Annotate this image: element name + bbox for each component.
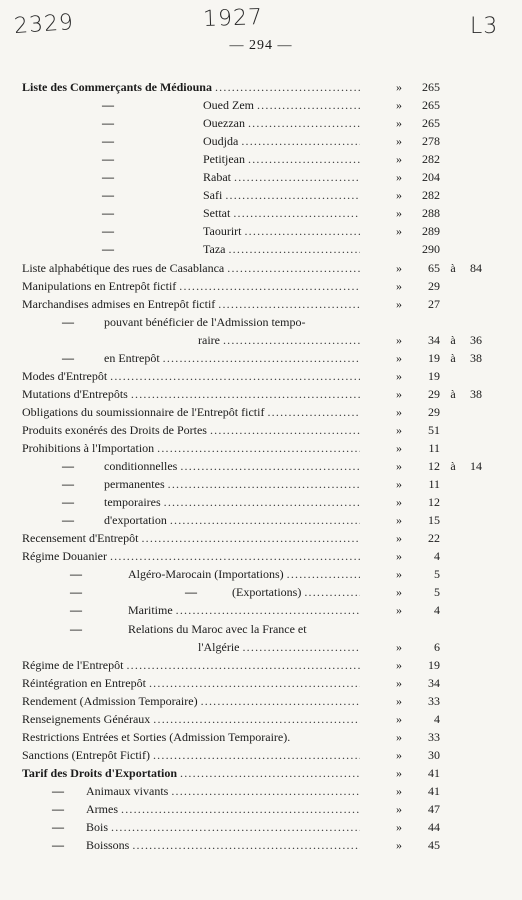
index-entry: [0, 385, 522, 403]
entry-label: Rabat: [203, 170, 231, 185]
index-entry: [0, 403, 522, 421]
entry-label: Animaux vivants: [86, 783, 169, 798]
ditto-mark: »: [396, 549, 402, 564]
page-ref: 44: [428, 820, 440, 835]
ditto-mark: »: [396, 206, 402, 221]
entry-label: Relations du Maroc avec la France et: [128, 621, 307, 636]
page-ref: 5: [434, 567, 440, 582]
ditto-mark: »: [396, 224, 402, 239]
dash-mark: —: [62, 495, 74, 510]
ditto-mark: »: [396, 170, 402, 185]
dot-leader: [149, 674, 360, 692]
ditto-mark: »: [396, 134, 402, 149]
dot-leader: [157, 439, 360, 457]
page-ref: 19: [428, 350, 440, 365]
entry-label: Tarif des Droits d'Exportation: [22, 765, 178, 780]
page-ref: 289: [422, 224, 440, 239]
page-ref: 27: [428, 296, 440, 311]
ditto-mark: »: [396, 765, 402, 780]
entry-label: raire: [198, 332, 220, 347]
index-entry: [0, 277, 522, 295]
ditto-mark: »: [396, 820, 402, 835]
ditto-mark: »: [396, 495, 402, 510]
dot-leader: [170, 511, 360, 529]
page-ref: 65: [428, 260, 440, 275]
page-ref: 22: [428, 531, 440, 546]
dash-mark: —: [102, 98, 114, 113]
ditto-mark: »: [396, 477, 402, 492]
page-ref: 19: [428, 657, 440, 672]
dot-leader: [126, 656, 360, 674]
dot-leader: [215, 78, 360, 96]
dash-mark: —: [62, 477, 74, 492]
page-ref: 265: [422, 116, 440, 131]
dot-leader: [304, 583, 360, 601]
page-ref: 265: [422, 80, 440, 94]
entry-label: Liste alphabétique des rues de Casablanca: [22, 260, 225, 275]
ditto-mark: »: [396, 802, 402, 816]
entry-label: Recensement d'Entrepôt: [22, 531, 139, 546]
index-entry: [0, 132, 522, 150]
handwritten-year: 1927: [202, 4, 264, 33]
page-ref-end: 38: [470, 386, 482, 401]
ditto-mark: »: [396, 368, 402, 383]
ditto-mark: »: [396, 260, 402, 275]
dash-mark: —: [62, 350, 74, 365]
page-ref: 11: [428, 477, 440, 492]
page-ref-end: 84: [470, 260, 482, 275]
dot-leader: [121, 800, 360, 818]
index-entry: [0, 78, 522, 96]
dash-mark: —: [62, 513, 74, 528]
index-entry: [0, 620, 522, 638]
ditto-mark: »: [396, 80, 402, 94]
index-entry: [0, 114, 522, 132]
dot-leader: [153, 746, 360, 764]
dot-leader: [248, 150, 360, 168]
index-entry: [0, 421, 522, 439]
entry-label: Armes: [86, 802, 118, 816]
entry-label: Régime de l'Entrepôt: [22, 657, 124, 672]
entry-label: Bois: [86, 820, 109, 835]
entry-label: temporaires: [104, 495, 161, 510]
page-ref: 4: [434, 603, 440, 618]
entry-label: Ouezzan: [203, 116, 245, 131]
dot-leader: [110, 547, 360, 565]
entry-label: conditionnelles: [104, 459, 178, 474]
page-ref: 11: [428, 441, 440, 455]
ditto-mark: »: [396, 838, 402, 853]
dot-leader: [171, 782, 360, 800]
page-ref: 41: [428, 783, 440, 798]
entry-label: Oudjda: [203, 134, 239, 149]
dash-mark: —: [102, 206, 114, 221]
page-ref: 41: [428, 765, 440, 780]
ditto-mark: »: [396, 296, 402, 311]
page-ref: 33: [428, 729, 440, 744]
page-ref: 4: [434, 711, 440, 726]
range-word: à: [450, 459, 456, 474]
ditto-mark: »: [396, 441, 402, 455]
ditto-mark: »: [396, 711, 402, 726]
page-ref: 282: [422, 152, 440, 167]
entry-label: Maritime: [128, 603, 173, 618]
dot-leader: [227, 259, 360, 277]
page-number: — 294 —: [229, 38, 293, 53]
ditto-mark: »: [396, 783, 402, 798]
page-ref: 33: [428, 693, 440, 708]
index-entry: [0, 638, 522, 656]
index-entry: [0, 583, 522, 601]
dot-leader: [225, 186, 360, 204]
index-entry: [0, 259, 522, 277]
index-entry: [0, 240, 522, 258]
page-ref: 278: [422, 134, 440, 149]
index-entry: [0, 295, 522, 313]
ditto-mark: »: [396, 531, 402, 546]
entry-label: pouvant bénéficier de l'Admission tempo-: [104, 314, 306, 329]
dot-leader: [201, 692, 360, 710]
entry-label: Algéro-Marocain (Importations): [128, 567, 284, 582]
index-entry: [0, 692, 522, 710]
dash-mark: —: [102, 242, 114, 257]
entry-label: Rendement (Admission Temporaire): [22, 693, 198, 708]
index-entry: [0, 529, 522, 547]
page-ref: 5: [434, 585, 440, 600]
dash-mark: —: [102, 116, 114, 131]
entry-label: Restrictions Entrées et Sorties (Admission Temporaire).: [22, 729, 291, 744]
dash-mark: —: [52, 820, 64, 835]
dash-mark: —: [185, 585, 197, 600]
index-entry: [0, 493, 522, 511]
range-word: à: [450, 260, 456, 275]
page-ref: 4: [434, 549, 440, 564]
ditto-mark: »: [396, 116, 402, 131]
index-entry: [0, 818, 522, 836]
index-entry: [0, 547, 522, 565]
handwritten-note-left: 2329: [13, 9, 75, 40]
ditto-mark: »: [396, 675, 402, 690]
dot-leader: [248, 114, 360, 132]
page-ref: 265: [422, 98, 440, 113]
index-entry: [0, 168, 522, 186]
dot-leader: [242, 638, 360, 656]
dot-leader: [168, 475, 360, 493]
entry-label: Prohibitions à l'Importation: [22, 441, 155, 455]
entry-label: Petitjean: [203, 152, 245, 167]
dot-leader: [241, 132, 360, 150]
entry-label: permanentes: [104, 477, 165, 492]
entry-label: Taourirt: [203, 224, 242, 239]
index-entry: [0, 782, 522, 800]
index-entry: [0, 457, 522, 475]
dash-mark: —: [52, 802, 64, 816]
dash-mark: —: [52, 783, 64, 798]
dot-leader: [179, 277, 360, 295]
entry-label: Réintégration en Entrepôt: [22, 675, 146, 690]
entry-label: Settat: [203, 206, 231, 221]
dash-mark: —: [102, 170, 114, 185]
dot-leader: [210, 421, 360, 439]
entry-label: Régime Douanier: [22, 549, 107, 564]
index-entry: [0, 367, 522, 385]
dash-mark: —: [70, 603, 82, 618]
entry-label: Oued Zem: [203, 98, 254, 113]
entry-label: Produits exonérés des Droits de Portes: [22, 422, 207, 437]
entry-label: Manipulations en Entrepôt fictif: [22, 278, 177, 293]
dash-mark: —: [70, 567, 82, 582]
dot-leader: [257, 96, 360, 114]
page-ref: 15: [428, 513, 440, 528]
page-ref: 34: [428, 332, 440, 347]
dot-leader: [233, 204, 360, 222]
index-entry: [0, 710, 522, 728]
ditto-mark: »: [396, 152, 402, 167]
dot-leader: [131, 385, 360, 403]
index-entry: [0, 601, 522, 619]
dot-leader: [287, 565, 360, 583]
index-entry: [0, 800, 522, 818]
page-ref: 6: [434, 639, 440, 654]
page-ref: 12: [428, 495, 440, 510]
dash-mark: —: [52, 838, 64, 853]
ditto-mark: »: [396, 98, 402, 113]
dot-leader: [176, 601, 360, 619]
index-entry: [0, 204, 522, 222]
index-entry: [0, 331, 522, 349]
page-ref: 288: [422, 206, 440, 221]
dot-leader: [267, 403, 360, 421]
dash-mark: —: [62, 314, 74, 329]
range-word: à: [450, 350, 456, 365]
ditto-mark: »: [396, 657, 402, 672]
ditto-mark: »: [396, 639, 402, 654]
ditto-mark: »: [396, 603, 402, 618]
ditto-mark: »: [396, 693, 402, 708]
ditto-mark: »: [396, 350, 402, 365]
index-entry: [0, 656, 522, 674]
entry-label: Marchandises admises en Entrepôt fictif: [22, 296, 216, 311]
dash-mark: —: [102, 188, 114, 203]
dash-mark: —: [102, 224, 114, 239]
index-entry: [0, 565, 522, 583]
ditto-mark: »: [396, 404, 402, 419]
index-entry: [0, 222, 522, 240]
ditto-mark: »: [396, 278, 402, 293]
entry-label: l'Algérie: [198, 639, 240, 654]
dash-mark: —: [102, 134, 114, 149]
index-entry: [0, 96, 522, 114]
dash-mark: —: [102, 152, 114, 167]
page-ref: 29: [428, 278, 440, 293]
page-ref: 12: [428, 459, 440, 474]
index-entry: [0, 150, 522, 168]
entry-label: Liste des Commerçants de Médiouna: [22, 80, 212, 94]
page-ref: 29: [428, 386, 440, 401]
page-ref-end: 14: [470, 459, 482, 474]
page-ref: 282: [422, 188, 440, 203]
page-ref-end: 38: [470, 350, 482, 365]
handwritten-note-right: L3: [470, 14, 499, 39]
dot-leader: [110, 367, 360, 385]
page-ref: 29: [428, 404, 440, 419]
page-ref: 34: [428, 675, 440, 690]
index-entry: [0, 836, 522, 854]
page-ref: 51: [428, 422, 440, 437]
index-entry: [0, 475, 522, 493]
page-ref: 30: [428, 747, 440, 762]
index-entry: [0, 511, 522, 529]
entry-label: Safi: [203, 188, 223, 203]
dot-leader: [244, 222, 360, 240]
dot-leader: [180, 457, 360, 475]
dot-leader: [234, 168, 360, 186]
dot-leader: [163, 349, 360, 367]
dash-mark: —: [70, 585, 82, 600]
entry-label: Sanctions (Entrepôt Fictif): [22, 747, 150, 762]
page-ref: 290: [422, 242, 440, 257]
ditto-mark: »: [396, 513, 402, 528]
ditto-mark: »: [396, 567, 402, 582]
ditto-mark: »: [396, 332, 402, 347]
entry-label: Boissons: [86, 838, 130, 853]
index-entry: [0, 746, 522, 764]
entry-label: Mutations d'Entrepôts: [22, 386, 128, 401]
dot-leader: [153, 710, 360, 728]
index-entry: [0, 674, 522, 692]
entry-label: Modes d'Entrepôt: [22, 368, 108, 383]
ditto-mark: »: [396, 188, 402, 203]
index-entry: [0, 728, 522, 746]
index-entry: [0, 313, 522, 331]
dot-leader: [111, 818, 360, 836]
dot-leader: [223, 331, 360, 349]
page-ref: 47: [428, 802, 440, 816]
ditto-mark: »: [396, 459, 402, 474]
dot-leader: [164, 493, 360, 511]
range-word: à: [450, 332, 456, 347]
index-entry: [0, 186, 522, 204]
page-ref: 19: [428, 368, 440, 383]
page-ref: 45: [428, 838, 440, 853]
ditto-mark: »: [396, 585, 402, 600]
dot-leader: [132, 836, 360, 854]
dot-leader: [141, 529, 360, 547]
dash-mark: —: [70, 621, 82, 636]
dash-mark: —: [62, 459, 74, 474]
index-entry: [0, 439, 522, 457]
range-word: à: [450, 386, 456, 401]
ditto-mark: »: [396, 729, 402, 744]
ditto-mark: »: [396, 422, 402, 437]
dot-leader: [180, 764, 360, 782]
entry-label: (Exportations): [232, 585, 302, 600]
page-ref: 204: [422, 170, 440, 185]
entry-label: d'exportation: [104, 513, 167, 528]
index-entry: [0, 764, 522, 782]
dot-leader: [228, 240, 360, 258]
page-ref-end: 36: [470, 332, 482, 347]
entry-label: Taza: [203, 242, 226, 257]
entry-label: en Entrepôt: [104, 350, 160, 365]
entry-label: Obligations du soumissionnaire de l'Entrepôt fictif: [22, 404, 265, 419]
dot-leader: [218, 295, 360, 313]
ditto-mark: »: [396, 386, 402, 401]
entry-label: Renseignements Généraux: [22, 711, 151, 726]
index-entry: [0, 349, 522, 367]
ditto-mark: »: [396, 747, 402, 762]
